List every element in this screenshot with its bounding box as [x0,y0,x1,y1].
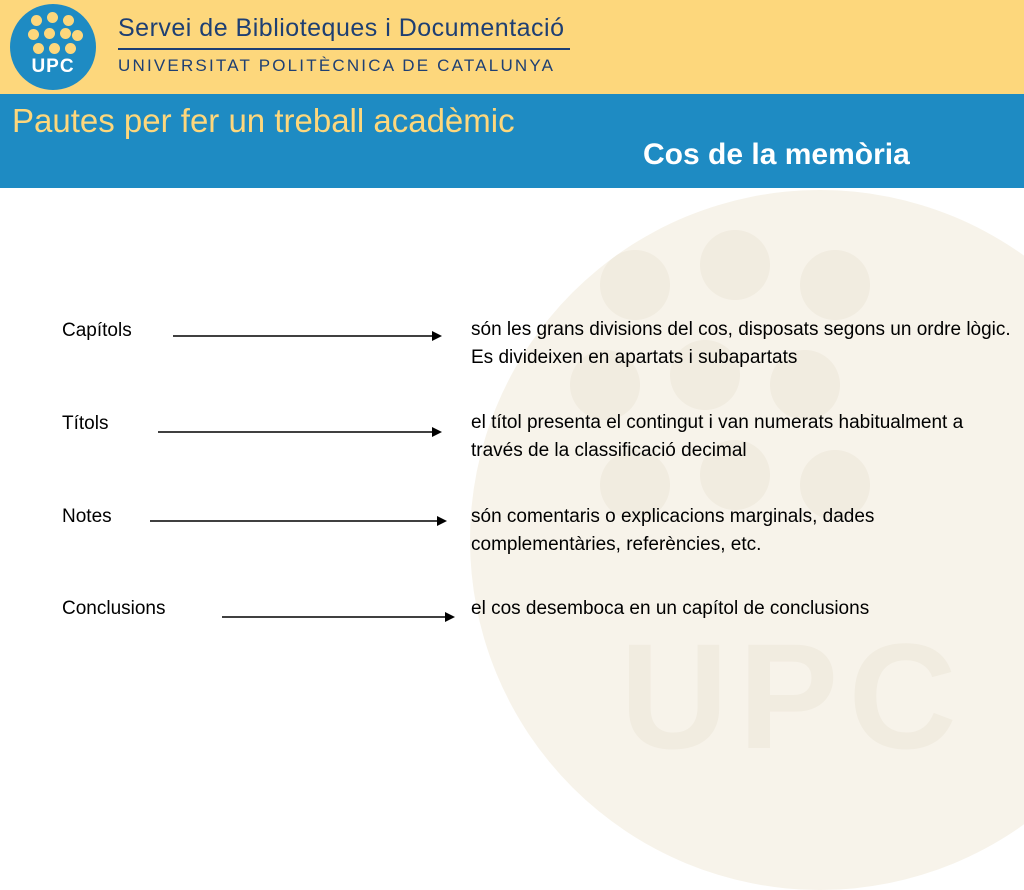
section-subtitle: Cos de la memòria [643,138,910,171]
description-capitols: són les grans divisions del cos, disposats segons un ordre lògic. Es divideixen en apartats i subapartats [471,319,1011,368]
title-bar [0,94,1024,188]
term-capitols: Capítols [62,320,132,341]
logo-text: UPC [31,56,75,77]
watermark-text: UPC [620,612,967,780]
arrow-right-icon [219,609,458,625]
arrow-right-icon [147,513,450,529]
description-notes: són comentaris o explicacions marginals, dades complementàries, referències, etc. [471,506,875,555]
service-name: Servei de Biblioteques i Documentació [118,14,565,42]
description-conclusions: el cos desemboca en un capítol de conclusions [471,598,870,619]
upc-logo [10,4,96,90]
term-conclusions: Conclusions [62,598,166,619]
arrow-right-icon [170,328,445,344]
description-titols: el títol presenta el contingut i van numerats habitualment a través de la classificació decimal [471,412,964,461]
header-divider [118,48,570,50]
term-notes: Notes [62,506,112,527]
term-titols: Títols [62,413,109,434]
header [0,0,1024,94]
page-title: Pautes per fer un treball acadèmic [12,102,515,139]
university-name: UNIVERSITAT POLITÈCNICA DE CATALUNYA [118,56,556,75]
arrow-right-icon [155,424,445,440]
